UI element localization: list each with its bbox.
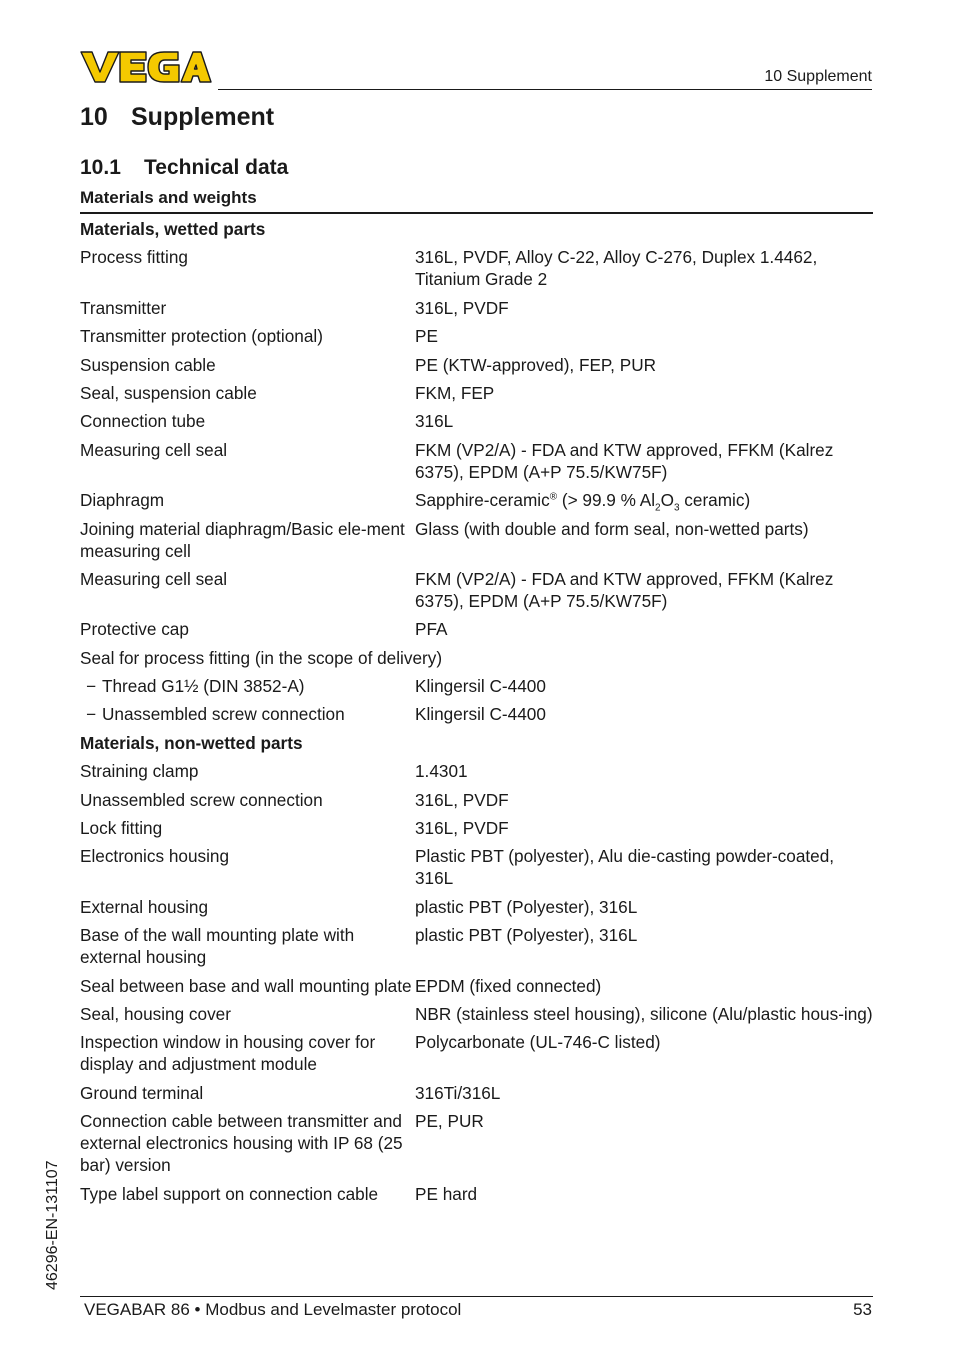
row-value: FKM, FEP [415, 382, 495, 403]
table-row [80, 700, 875, 728]
row-label: Seal for process fitting (in the scope of delivery) [80, 647, 443, 668]
table-row [80, 436, 875, 486]
row-value: 316Ti/316L [415, 1082, 501, 1103]
table-section-heading [80, 215, 875, 243]
row-label: Inspection window in housing cover for display and adjustment module [80, 1032, 376, 1075]
row-value: PE hard [415, 1183, 478, 1204]
row-label: − Unassembled screw connection [80, 703, 415, 725]
row-label: Seal, housing cover [80, 1003, 231, 1024]
table-row [80, 565, 875, 615]
row-label: Process fitting [80, 247, 188, 268]
row-value: Sapphire-ceramic® (> 99.9 % $Al_2O_3$ ceramic) [415, 490, 751, 514]
row-value: 316L, PVDF [415, 789, 509, 810]
row-value: 316L, PVDF [415, 297, 509, 318]
spec-table [80, 215, 875, 1208]
row-label: Measuring cell seal [80, 568, 228, 589]
row-label: Measuring cell seal [80, 439, 228, 460]
row-value: PFA [415, 619, 448, 640]
row-value: 316L [415, 411, 454, 432]
row-value: PE (KTW-approved), FEP, PUR [415, 354, 657, 375]
row-label: Connection tube [80, 411, 206, 432]
subtitle-rule [80, 212, 873, 214]
row-value: Klingersil C-4400 [415, 676, 546, 697]
section-title [80, 156, 288, 180]
row-value: PE, PUR [415, 1111, 484, 1132]
row-value: Glass (with double and form seal, non-wetted parts) [415, 518, 809, 539]
row-label: Transmitter protection (optional) [80, 326, 323, 347]
row-value: Plastic PBT (polyester), Alu die-casting powder-coated, 316L [415, 846, 835, 889]
chapter-title [80, 103, 274, 132]
row-value: FKM (VP2/A) - FDA and KTW approved, FFKM (Kalrez 6375), EPDM (A+P 75.5/KW75F) [415, 568, 834, 611]
table-row [80, 1079, 875, 1107]
row-label: Unassembled screw connection [80, 789, 323, 810]
table-row [80, 322, 875, 350]
table-row [80, 672, 875, 700]
table-row [80, 1000, 875, 1028]
row-label: Type label support on connection cable [80, 1183, 379, 1204]
row-label: Lock fitting [80, 818, 163, 839]
row-label: Straining clamp [80, 761, 199, 782]
table-section-heading [80, 729, 875, 757]
table-row [80, 351, 875, 379]
row-label: External housing [80, 896, 209, 917]
row-value: plastic PBT (Polyester), 316L [415, 896, 638, 917]
table-row [80, 407, 875, 435]
footer-product: VEGABAR 86 • Modbus and Levelmaster protocol [84, 1300, 462, 1319]
row-label: Seal, suspension cable [80, 382, 257, 403]
table-row [80, 1028, 875, 1078]
table-row [80, 757, 875, 785]
row-label: Materials, wetted parts [80, 219, 266, 239]
document-code: 46296-EN-131107 [44, 1160, 61, 1290]
row-label: Diaphragm [80, 490, 165, 511]
chapter-number: 10 [80, 103, 108, 131]
footer-rule [80, 1296, 873, 1297]
row-label: Protective cap [80, 619, 189, 640]
row-label: Ground terminal [80, 1082, 204, 1103]
table-row [80, 486, 875, 514]
row-value: 316L, PVDF, Alloy C-22, Alloy C-276, Duplex 1.4462, Titanium Grade 2 [415, 247, 818, 290]
row-label: Seal between base and wall mounting plate [80, 975, 412, 996]
row-label: Joining material diaphragm/Basic ele-ment measuring cell [80, 518, 405, 561]
dash-bullet: − [86, 676, 97, 697]
row-label: Base of the wall mounting plate with external housing [80, 925, 355, 968]
row-value: FKM (VP2/A) - FDA and KTW approved, FFKM (Kalrez 6375), EPDM (A+P 75.5/KW75F) [415, 439, 834, 482]
row-value: plastic PBT (Polyester), 316L [415, 925, 638, 946]
row-label: Connection cable between transmitter and external electronics housing with IP 68 (25 bar) version [80, 1111, 403, 1176]
table-row [80, 644, 875, 672]
table-row [80, 893, 875, 921]
running-header: 10 Supplement [764, 68, 872, 85]
row-value: NBR (stainless steel housing), silicone (Alu/plastic hous-ing) [415, 1003, 873, 1024]
header-rule [218, 89, 872, 90]
row-value: 1.4301 [415, 761, 468, 782]
row-value: EPDM (fixed connected) [415, 975, 602, 996]
table-row [80, 786, 875, 814]
section-number: 10.1 [80, 156, 121, 179]
page-number: 53 [853, 1300, 872, 1319]
table-subtitle: Materials and weights [80, 188, 257, 207]
table-row [80, 243, 875, 293]
row-label: Electronics housing [80, 846, 230, 867]
table-row [80, 615, 875, 643]
row-label: Materials, non-wetted parts [80, 732, 303, 753]
row-label: Suspension cable [80, 354, 216, 375]
table-row [80, 515, 875, 565]
row-value: 316L, PVDF [415, 818, 509, 839]
vega-logo [80, 50, 212, 84]
row-label: − Thread G1½ (DIN 3852-A) [80, 675, 415, 697]
table-row [80, 379, 875, 407]
row-value: Klingersil C-4400 [415, 704, 546, 725]
section-title-text: Technical data [144, 156, 289, 179]
table-row [80, 1180, 875, 1208]
table-row [80, 294, 875, 322]
table-row [80, 972, 875, 1000]
chapter-title-text: Supplement [131, 103, 275, 131]
table-row [80, 921, 875, 971]
table-row [80, 814, 875, 842]
row-value: PE [415, 326, 438, 347]
table-row [80, 1107, 875, 1179]
dash-bullet: − [86, 704, 97, 725]
table-row [80, 842, 875, 892]
row-value: Polycarbonate (UL-746-C listed) [415, 1032, 661, 1053]
row-label: Transmitter [80, 297, 167, 318]
